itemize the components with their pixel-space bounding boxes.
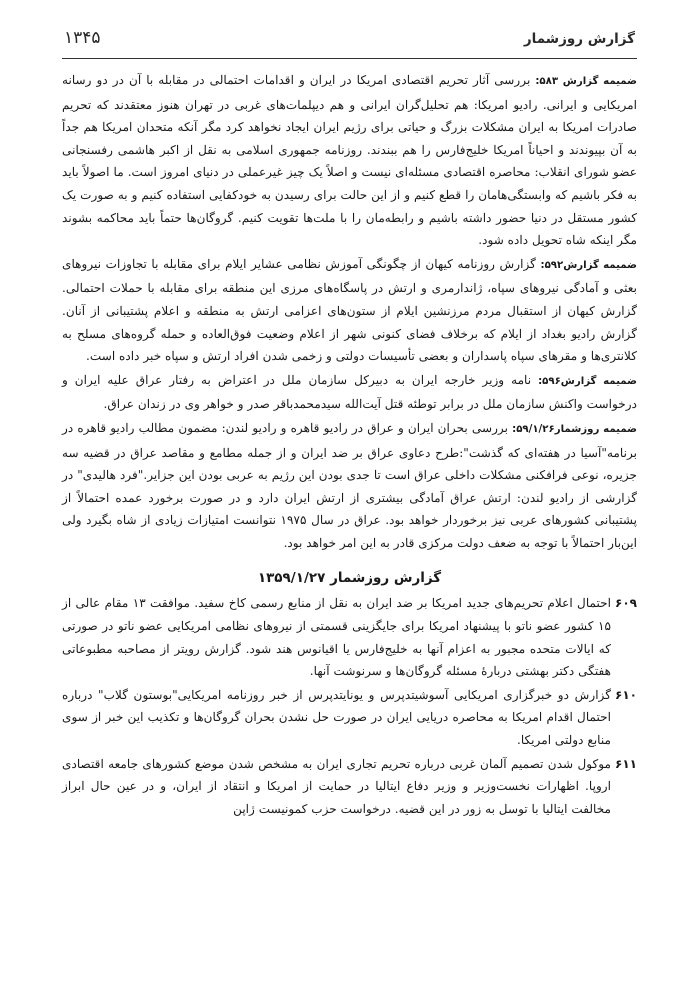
appendix-text: بررسی آثار تحریم اقتصادی امریکا در ایران و اقدامات احتمالی در مقابله با آن در دو رسانه امریکایی و ایرانی. رادیو امریکا: هم تحلیل‌گران ایرانی و هم دیپلمات‌های غربی در تهران هنوز معتقدند که تحریم صادرات امریکا به ایران مشکلات بزرگ و حیاتی برای رژیم ایران ایجاد نخواهد کرد مگر آنکه متحدان امریکا هم جداً به آن بپیوندند و احیاناً امریکا خلیج‌فارس را هم ببندند. روزنامه جمهوری اسلامی به نقل از اکبر هاشمی رفسنجانی عضو شورای انقلاب: محاصره اقتصادی مسئله‌ای نیست و اصلاً یک چیز غیرعملی در دنیای امروز است. ما اصولاً باید به فکر باشیم که وابستگی‌هامان را قطع کنیم و از این حالت برای رسیدن به خودکفایی استفاده کنیم و به صورت یک کشور مستقل در دنیا حضور داشته باشیم و رابطه‌مان را با ملت‌ها تقویت کنیم. گروگان‌ها حتماً باید محاکمه بشوند مگر اینکه شاه تحویل داده شود.	[62, 73, 637, 248]
appendix-paragraph	[62, 369, 637, 416]
appendix-label: ضمیمه روزشمار۵۹/۱/۲۶:	[512, 423, 637, 435]
running-header-title: گزارش روزشمار	[523, 31, 635, 47]
page-number: ۱۳۴۵	[64, 28, 101, 48]
entry-number: ۶۰۹	[615, 596, 637, 611]
running-header	[62, 28, 637, 59]
appendix-text: بررسی بحران ایران و عراق در رادیو قاهره و رادیو لندن: مضمون مطالب رادیو قاهره در برنامه"آسیا در هفته‌ای که گذشت":طرح دعاوی عراق بر ضد ایران و از جمله مطامع و مقاصد عراق در قضیه سه جزیره، نوعی فرافکنی مشکلات داخلی عراق است تا جدی بودن این رژیم به عربی بودن این جزایر."فرد هالیدی" در گزارشی از رادیو لندن: ارتش عراق آمادگی بیشتری از ارتش ایران دارد و در صورت برخورد عمده احتمالاً از پشتیبانی کشورهای عربی نیز برخوردار خواهد بود. عراق در سال ۱۹۷۵ نتوانست امتیازات زیادی از شاه بگیرد ولی این‌بار احتمالاً با توجه به ضعف دولت مرکزی قادر به این امر خواهد بود.	[62, 420, 637, 550]
entry-text: گزارش دو خبرگزاری امریکایی آسوشیتدپرس و یونایتدپرس از خبر روزنامه امریکایی"بوستون گلاب" درباره احتمال اقدام امریکا به محاصره دریایی ایران در صورت حل نشدن بحران گروگان‌ها و تکذیب این خبر از سوی منابع دولتی امریکا.	[62, 687, 611, 748]
appendix-text: گزارش روزنامه کیهان از چگونگی آموزش نظامی عشایر ایلام برای مقابله با تجاوزات نیروهای بعثی و آمادگی نیروهای سپاه، ژاندارمری و ارتش در پاسگاه‌های مرزی این منطقه برای مقابله با حملات احتمالی. گزارش کیهان از استقبال مردم مرزنشین ایلام از ستون‌های اعزامی ارتش به منطقه و اعلام پشتیبانی از آنان. گزارش رادیو بغداد از ایلام که برخلاف فضای کنونی شهر از اعلام وضعیت فوق‌العاده و حمله گروه‌های مسلح به کلانتری‌ها و مقرهای سپاه پاسداران و بعضی تأسیسات دولتی و زخمی شدن افراد ارتش و سپاه خبر داده است.	[62, 256, 637, 364]
appendix-daily-59-1-26	[62, 417, 637, 555]
entry-609	[62, 592, 637, 682]
section-title: گزارش روزشمار ۱۳۵۹/۱/۲۷	[257, 570, 442, 587]
appendix-text: نامه وزیر خارجه ایران به دبیرکل سازمان ملل در اعتراض به رفتار عراق علیه ایران و درخواست واکنش سازمان ملل در برابر توطئه قتل آیت‌الله سیدمحمدباقر صدر و خواهر وی در زندان عراق.	[62, 372, 637, 412]
appendix-label: ضمیمه گزارش ۵۸۳:	[535, 76, 637, 87]
entry-number: ۶۱۰	[615, 687, 637, 702]
entry-number: ۶۱۱	[615, 756, 637, 771]
appendix-paragraph	[62, 253, 637, 368]
entry-611	[62, 753, 637, 821]
entry-610	[62, 684, 637, 752]
appendix-paragraph	[62, 417, 637, 555]
appendix-paragraph	[62, 69, 637, 252]
entry-text: موکول شدن تصمیم آلمان غربی درباره تحریم تجاری ایران به مشخص شدن موضع کشورهای جامعه اقتصادی اروپا. اظهارات نخست‌وزیر و وزیر دفاع ایتالیا در حمایت از امریکا و انتقاد از ایران، و در عین حال ابراز مخالفت ایتالیا با توسل به زور در این قضیه. درخواست حزب کمونیست ژاپن	[62, 756, 611, 816]
document-page	[62, 28, 637, 992]
appendix-596	[62, 369, 637, 416]
appendix-label: ضمیمه گزارش۵۹۶:	[538, 375, 637, 387]
entry-text: احتمال اعلام تحریم‌های جدید امریکا بر ضد ایران به نقل از منابع رسمی کاخ سفید. موافقت ۱۳ مقام عالی از ۱۵ کشور عضو ناتو با پیشنهاد امریکا برای جایگزینی قسمتی از نیروهای نظامی امریکایی عضو ناتو در صورتی که ایالات متحده مجبور به اعزام آنها به خلیج‌فارس یا اقیانوس هند شود. گزارش رویتر از مصاحبه مطبوعاتی هفتگی دکتر بهشتی دربارهٔ مسئله گروگان‌ها و سرنوشت آنها.	[62, 596, 612, 679]
appendix-label: ضمیمه گزارش۵۹۲:	[540, 259, 637, 271]
page-body	[62, 69, 637, 820]
appendix-583	[62, 69, 637, 252]
appendix-592	[62, 253, 637, 368]
